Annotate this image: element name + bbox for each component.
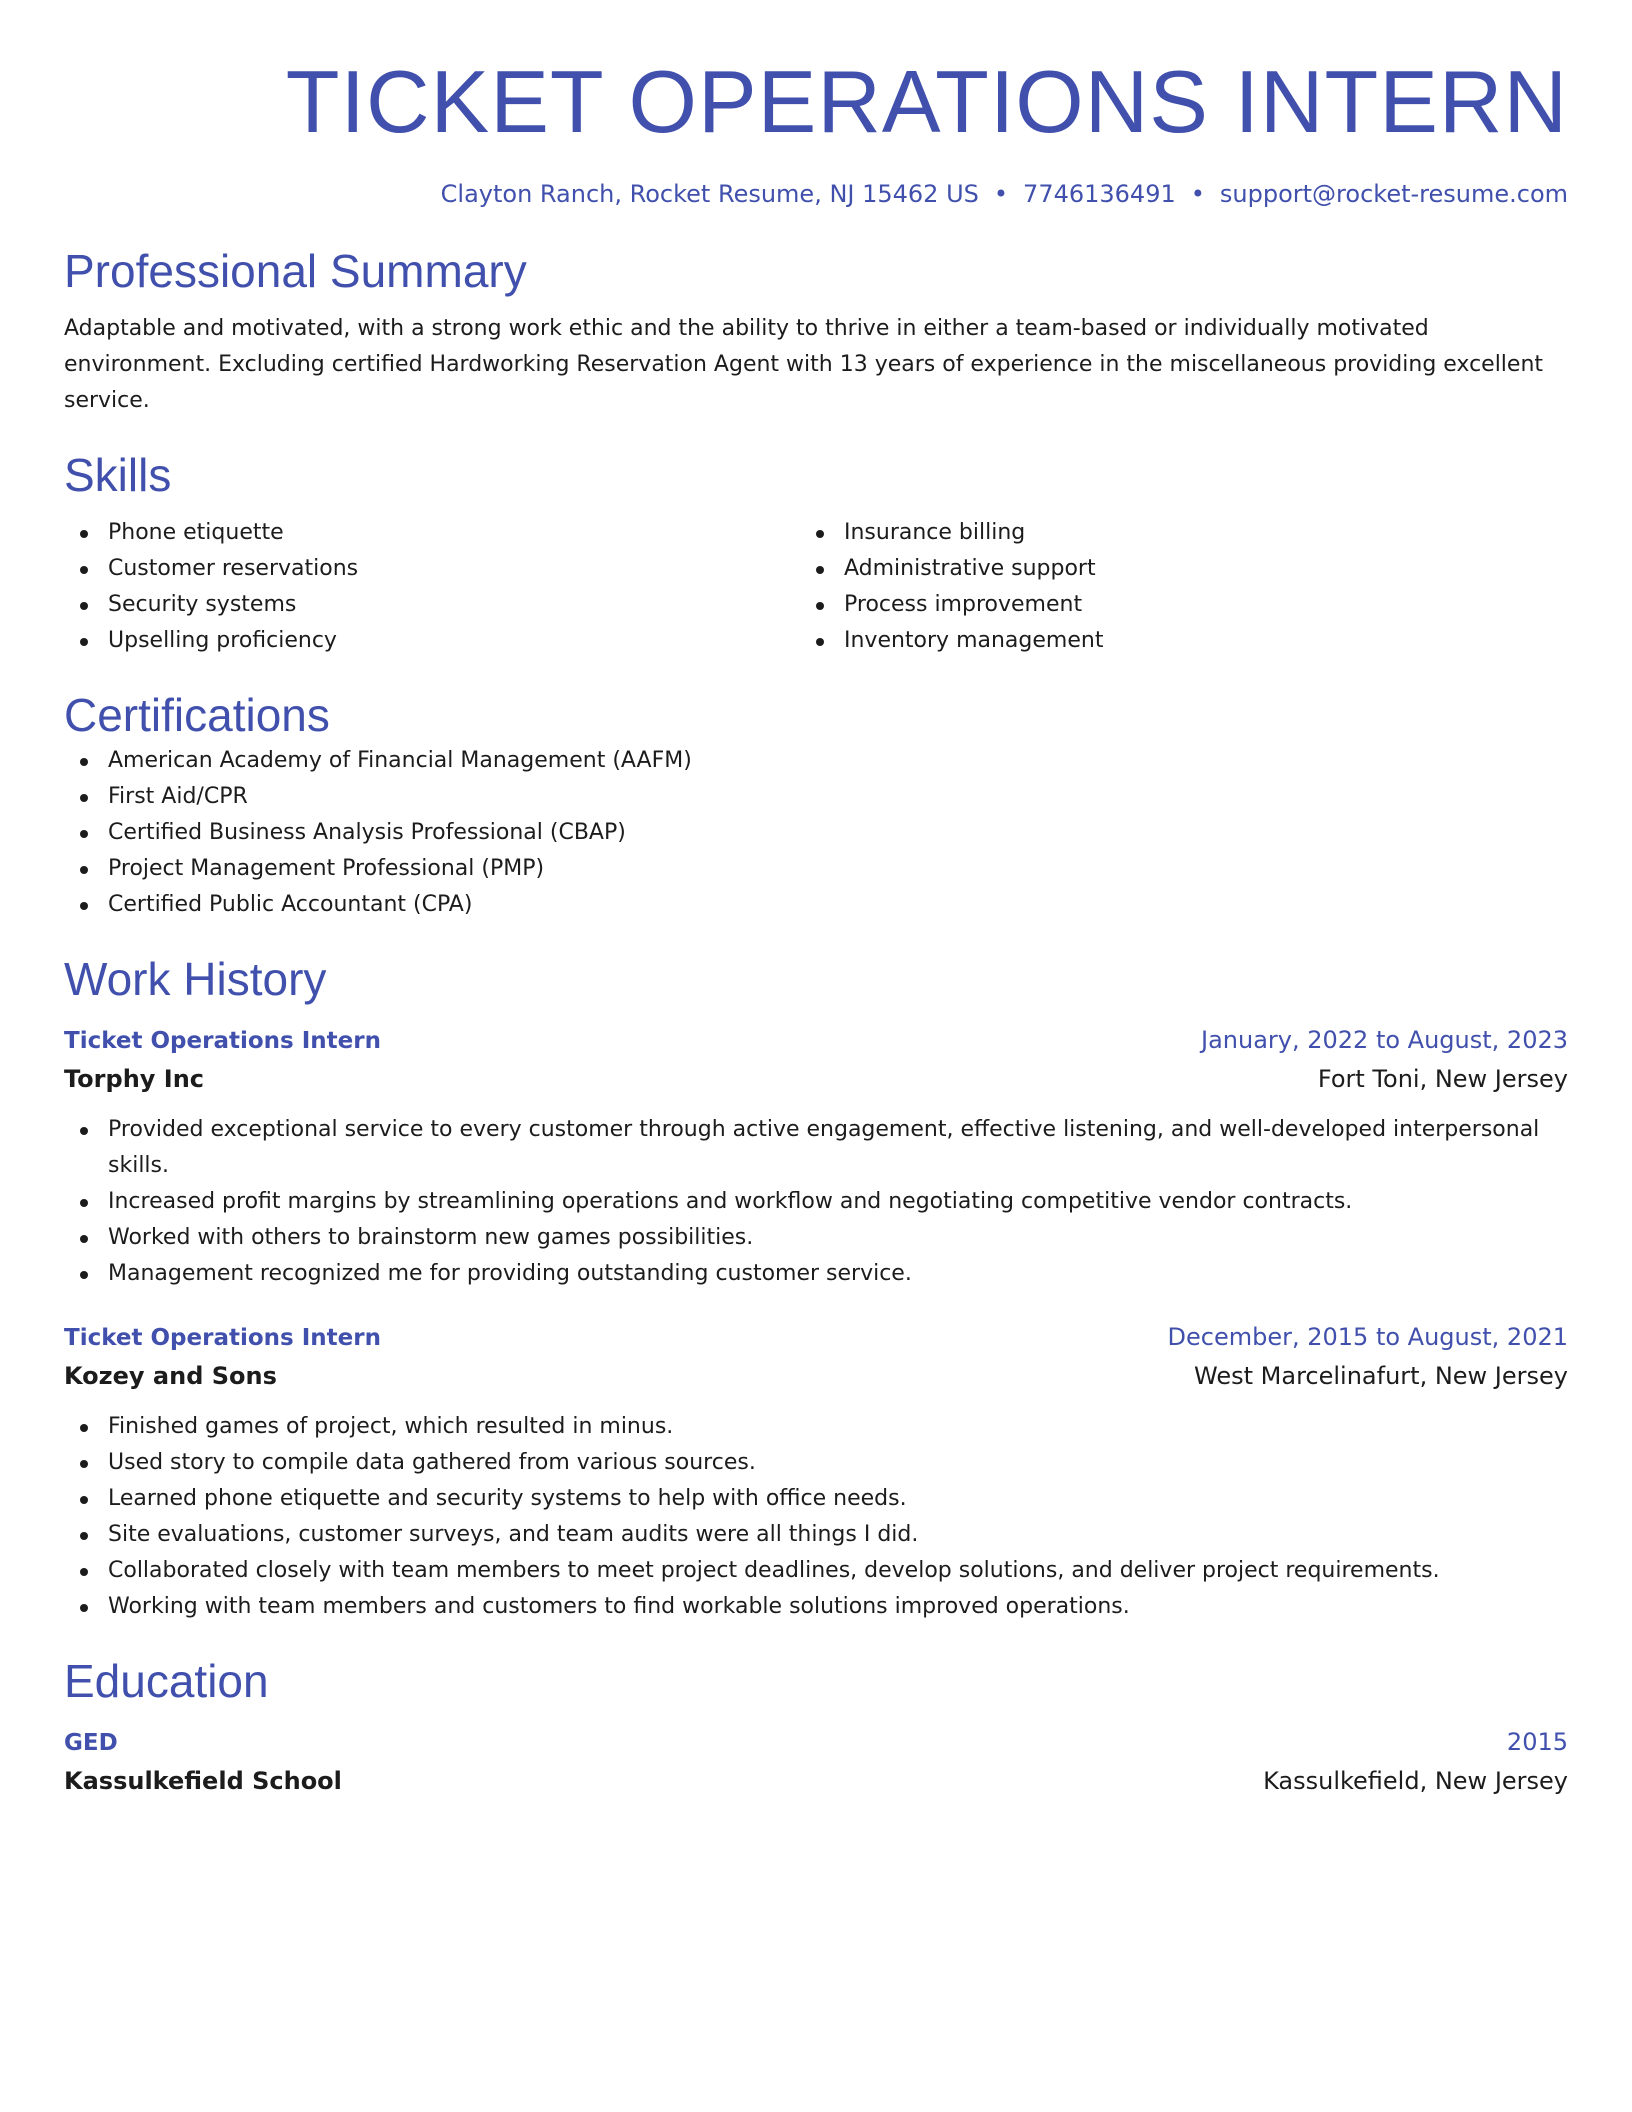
- job-location: West Marcelinafurt, New Jersey: [1194, 1362, 1568, 1390]
- skill-item: Administrative support: [800, 551, 1536, 587]
- skill-item: Customer reservations: [64, 551, 800, 587]
- certification-item: Certified Business Analysis Professional (CBAP): [64, 815, 1568, 851]
- certification-item: Certified Public Accountant (CPA): [64, 887, 1568, 923]
- education-school-row: [64, 1762, 1568, 1800]
- skills-section: [64, 447, 1568, 659]
- certifications-section: [64, 687, 1568, 923]
- certifications-list: [64, 743, 1568, 923]
- job-company: Kozey and Sons: [64, 1362, 277, 1390]
- job-location: Fort Toni, New Jersey: [1317, 1065, 1568, 1093]
- job-title-row: [64, 1318, 1568, 1357]
- resume-header: [64, 52, 1568, 211]
- contact-address: Clayton Ranch, Rocket Resume, NJ 15462 US: [440, 180, 979, 208]
- skills-columns: [64, 515, 1568, 659]
- resume-title: TICKET OPERATIONS INTERN: [285, 52, 1568, 151]
- skill-item: Upselling proficiency: [64, 623, 800, 659]
- job-bullet: Finished games of project, which resulted in minus.: [64, 1409, 1568, 1445]
- skill-item: Inventory management: [800, 623, 1536, 659]
- job-bullet: Site evaluations, customer surveys, and team audits were all things I did.: [64, 1517, 1568, 1553]
- job-company-row: [64, 1357, 1568, 1395]
- job-bullet: Collaborated closely with team members to meet project deadlines, develop solutions, and deliver project requirements.: [64, 1553, 1568, 1589]
- skills-list-left: [64, 515, 800, 659]
- education-degree: GED: [64, 1730, 118, 1756]
- job-bullets: [64, 1409, 1568, 1625]
- job-title-row: [64, 1021, 1568, 1060]
- job-bullets: [64, 1112, 1568, 1292]
- skills-heading: Skills: [64, 449, 172, 501]
- job-entry: [64, 1318, 1568, 1625]
- job-company-row: [64, 1060, 1568, 1098]
- job-dates: January, 2022 to August, 2023: [1201, 1026, 1568, 1054]
- summary-heading: Professional Summary: [64, 245, 527, 297]
- job-bullet: Increased profit margins by streamlining operations and workflow and negotiating competitive vendor contracts.: [64, 1184, 1568, 1220]
- certifications-heading: Certifications: [64, 689, 330, 741]
- job-bullet: Provided exceptional service to every customer through active engagement, effective listening, and well-developed interpersonal skills.: [64, 1112, 1568, 1184]
- job-bullet: Used story to compile data gathered from various sources.: [64, 1445, 1568, 1481]
- contact-separator: •: [1190, 180, 1205, 208]
- contact-line: [64, 177, 1568, 211]
- job-bullet: Learned phone etiquette and security systems to help with office needs.: [64, 1481, 1568, 1517]
- education-entry: [64, 1723, 1568, 1800]
- skill-item: Insurance billing: [800, 515, 1536, 551]
- education-heading: Education: [64, 1655, 269, 1707]
- job-title: Ticket Operations Intern: [64, 1325, 381, 1351]
- skill-item: Process improvement: [800, 587, 1536, 623]
- skill-item: Phone etiquette: [64, 515, 800, 551]
- summary-text: Adaptable and motivated, with a strong work ethic and the ability to thrive in either a team-based or individually motivated environment. Excluding certified Hardworking Reservation Agent with 13 years of experience in the miscellaneous providing excellent service.: [64, 316, 1544, 413]
- education-school: Kassulkefield School: [64, 1767, 342, 1795]
- job-dates: December, 2015 to August, 2021: [1167, 1323, 1568, 1351]
- job-bullet: Worked with others to brainstorm new games possibilities.: [64, 1220, 1568, 1256]
- summary-section: [64, 243, 1568, 419]
- certification-item: Project Management Professional (PMP): [64, 851, 1568, 887]
- contact-email: support@rocket-resume.com: [1219, 180, 1568, 208]
- certification-item: American Academy of Financial Management (AAFM): [64, 743, 1568, 779]
- certification-item: First Aid/CPR: [64, 779, 1568, 815]
- skills-list-right: [800, 515, 1536, 659]
- job-company: Torphy Inc: [64, 1065, 205, 1093]
- job-title: Ticket Operations Intern: [64, 1028, 381, 1054]
- education-location: Kassulkefield, New Jersey: [1263, 1767, 1568, 1795]
- work-history-heading: Work History: [64, 953, 327, 1005]
- education-section: [64, 1653, 1568, 1800]
- job-bullet: Working with team members and customers to find workable solutions improved operations.: [64, 1589, 1568, 1625]
- work-history-section: [64, 951, 1568, 1625]
- skill-item: Security systems: [64, 587, 800, 623]
- contact-separator: •: [993, 180, 1009, 208]
- job-entry: [64, 1021, 1568, 1292]
- contact-phone: 7746136491: [1023, 180, 1176, 208]
- job-bullet: Management recognized me for providing outstanding customer service.: [64, 1256, 1568, 1292]
- education-degree-row: [64, 1723, 1568, 1762]
- education-year: 2015: [1506, 1728, 1568, 1756]
